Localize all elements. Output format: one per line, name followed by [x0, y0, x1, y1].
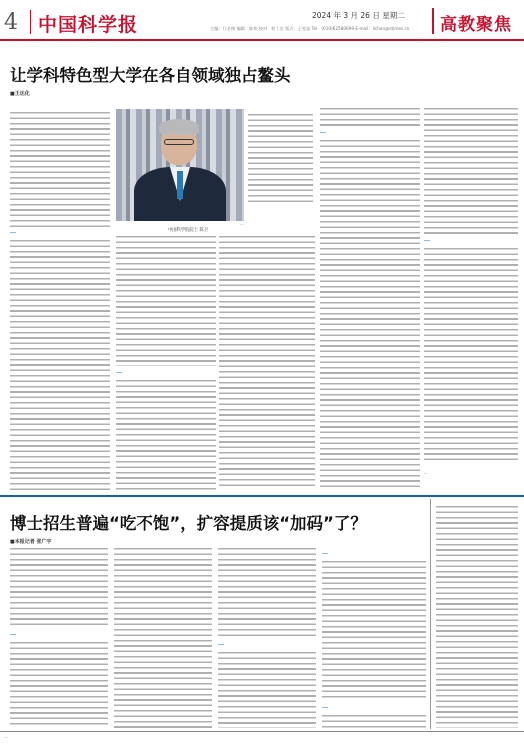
masthead: [0, 0, 524, 40]
article2-body-col4b: [322, 715, 426, 728]
article1-headline: 让学科特色型大学在各自领域独占鳌头: [10, 66, 291, 85]
article2-body-col1b: [10, 642, 108, 728]
article2-body-col3a: [218, 548, 316, 638]
article2-subhead-4: ...: [322, 704, 328, 710]
portrait-glasses: [164, 139, 194, 145]
article1-subhead-3: ...: [320, 129, 326, 135]
article2-subhead-1: ...: [10, 631, 16, 637]
article2-body-col2: [114, 548, 212, 728]
article2-body-col5: [436, 506, 518, 728]
quote-credit: 中国科学院院士 陈卫: [168, 228, 209, 233]
article1-subhead-1: ...: [10, 229, 16, 235]
article1-body-col2a: [116, 236, 216, 366]
footer-rule: [0, 731, 524, 732]
article1-body-col1b: [10, 240, 110, 490]
column-rule: [430, 499, 431, 729]
article2-headline: 博士招生普遍“吃不饱”，扩容提质该“加码”了？: [10, 514, 367, 533]
newspaper-logo: 中国科学报: [38, 14, 139, 36]
article2-subhead-2: ...: [218, 641, 224, 647]
article2-body-col3b: [218, 652, 316, 728]
section-title: 高教聚焦: [440, 15, 512, 35]
article1-byline: ■王达化: [10, 91, 30, 97]
photo-caption: ...: [240, 221, 244, 226]
issue-date: 2024 年 3 月 26 日 星期二: [312, 11, 405, 20]
masthead-rule: [0, 39, 524, 41]
article1-body-col5b: [424, 248, 518, 464]
article2-byline: ■本报记者 张广宇: [10, 539, 52, 545]
article1-body-col4a: [320, 108, 420, 126]
footer-imprint: ...: [4, 734, 8, 739]
portrait-photo: [116, 109, 244, 221]
portrait-hair: [159, 119, 199, 135]
article1-body-col2b: [116, 380, 216, 490]
page-number: 4: [4, 10, 18, 35]
article1-body-col1a: [10, 112, 110, 228]
portrait-tie: [177, 171, 183, 199]
editors-line: 主编：行必指 编辑：陈欢 校对：何工农 版式：王雯姿 Tel：(010)62580699 E-mail：lichen@stimes.cn: [210, 26, 410, 31]
article1-footnote: ...: [424, 470, 428, 475]
article1-subhead-4: ...: [424, 237, 430, 243]
section-label-box: [432, 8, 520, 34]
article2-body-col1a: [10, 548, 108, 628]
article1-body-col3: [219, 236, 315, 490]
masthead-separator: [30, 10, 31, 34]
article1-subhead-2: ...: [116, 369, 122, 375]
article2-subhead-3: ...: [322, 550, 328, 556]
article1-body-col4b: [320, 140, 420, 490]
article-divider: [0, 495, 524, 497]
pull-quote: [248, 114, 313, 202]
article1-body-col5a: [424, 108, 518, 234]
article2-body-col4a: [322, 561, 426, 701]
